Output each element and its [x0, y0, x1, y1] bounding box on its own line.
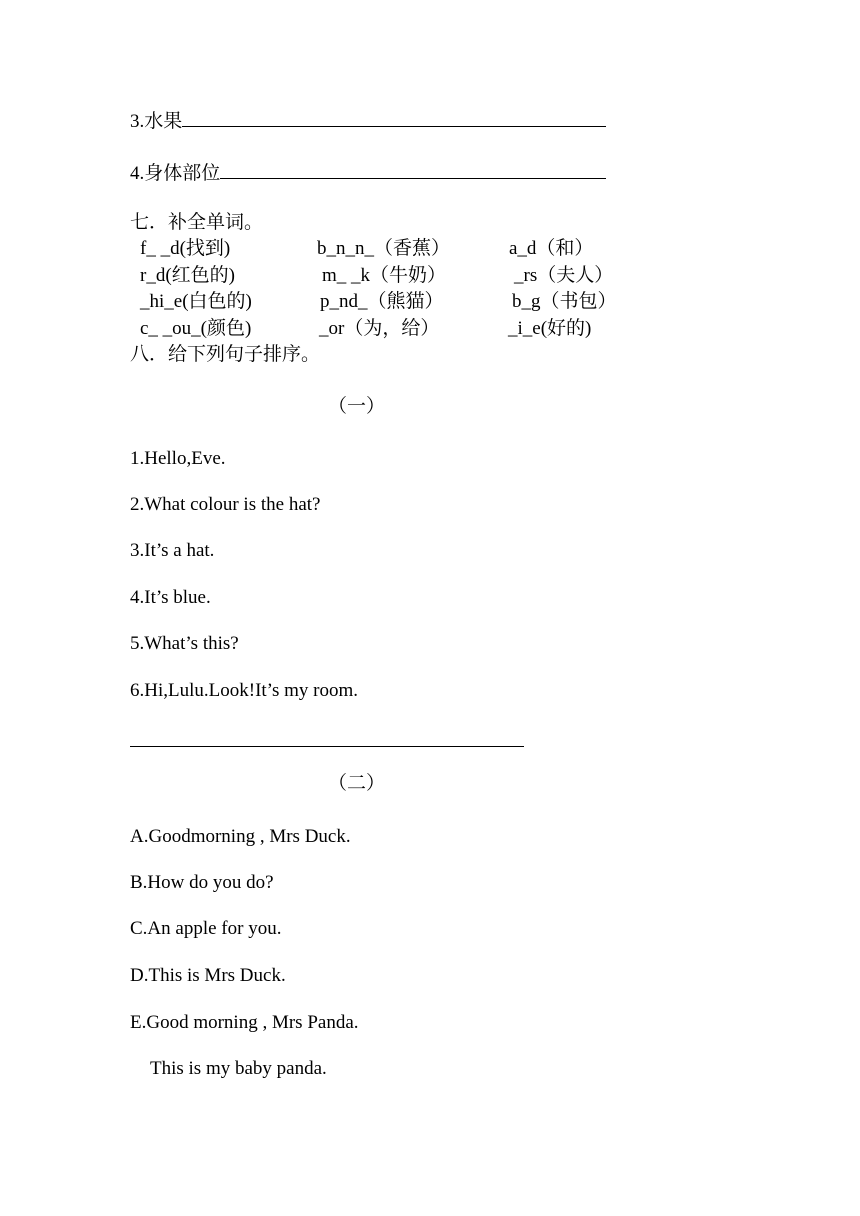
word-blank: r_d(红色的)	[140, 265, 235, 286]
sentence-item: 1.Hello,Eve.	[130, 448, 226, 469]
word-blank: m_ _k（牛奶）	[322, 265, 447, 286]
answer-line-body-parts[interactable]	[220, 160, 606, 179]
word-blank: a_d（和）	[509, 238, 594, 259]
sentence-item: D.This is Mrs Duck.	[130, 965, 286, 986]
word-blank: p_nd_（熊猫）	[320, 291, 444, 312]
word-blank: b_n_n_（香蕉）	[317, 238, 451, 259]
category-fruit	[130, 108, 606, 133]
sentence-item: C.An apple for you.	[130, 918, 282, 939]
category-fruit-label: 3.水果	[130, 111, 183, 132]
section8-title: 八．给下列句子排序。	[130, 344, 321, 365]
word-blank: _or（为，给）	[319, 318, 440, 339]
part2-heading: （二）	[328, 773, 386, 794]
category-body-parts-label: 4.身体部位	[130, 163, 221, 184]
word-blank: _i_e(好的)	[508, 318, 592, 339]
word-blank: b_g（书包）	[512, 291, 617, 312]
section7-title: 七．补全单词。	[130, 212, 264, 233]
sentence-item: 2.What colour is the hat?	[130, 494, 321, 515]
sentence-item-continued: This is my baby panda.	[150, 1058, 327, 1079]
part1-heading: （一）	[328, 396, 386, 417]
word-blank: c_ _ou_(颜色)	[140, 318, 252, 339]
sentence-item: B.How do you do?	[130, 872, 274, 893]
sentence-item: 5.What’s this?	[130, 633, 239, 654]
answer-line-part1[interactable]	[130, 746, 524, 747]
sentence-item: 6.Hi,Lulu.Look!It’s my room.	[130, 680, 358, 701]
sentence-item: A.Goodmorning , Mrs Duck.	[130, 826, 351, 847]
word-blank: _hi_e(白色的)	[140, 291, 252, 312]
word-blank: _rs（夫人）	[514, 265, 614, 286]
sentence-item: E.Good morning , Mrs Panda.	[130, 1012, 359, 1033]
sentence-item: 3.It’s a hat.	[130, 540, 215, 561]
word-blank: f_ _d(找到)	[140, 238, 231, 259]
answer-line-fruit[interactable]	[182, 108, 606, 127]
sentence-item: 4.It’s blue.	[130, 587, 211, 608]
category-body-parts	[130, 160, 606, 185]
